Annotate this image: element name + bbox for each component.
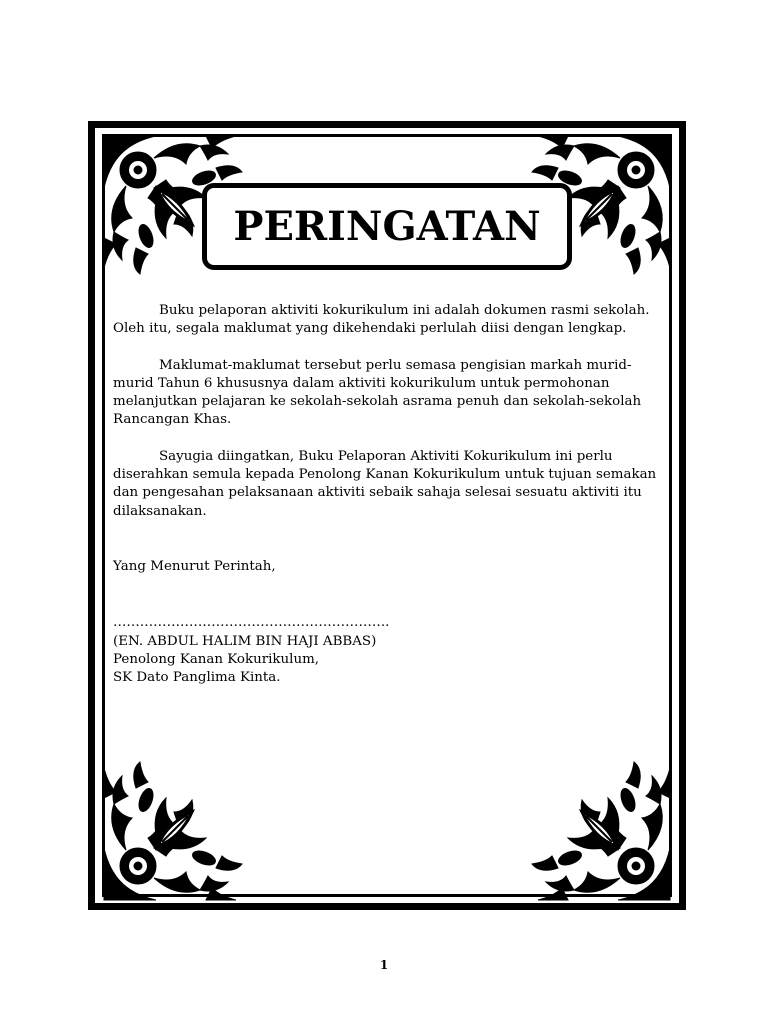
page-number: 1	[379, 958, 389, 972]
signature-line: ……………………………………………………..	[113, 615, 390, 631]
signatory-position: Penolong Kanan Kokurikulum,	[113, 651, 320, 667]
corner-ornament-bottom-left-icon	[96, 758, 246, 908]
title-box	[202, 183, 572, 270]
paragraph-2: Maklumat-maklumat tersebut perlu semasa pengisian markah murid-murid Tahun 6 khususnya dalam aktiviti kokurikulum untuk permohonan melanjutkan pelajaran ke sekolah-sekolah asrama penuh dan sekolah-sekolah Rancangan Khas.	[113, 357, 642, 428]
signatory-name: (EN. ABDUL HALIM BIN HAJI ABBAS)	[113, 633, 377, 649]
notice-body	[113, 302, 661, 687]
signature-block	[113, 614, 661, 687]
school-name: SK Dato Panglima Kinta.	[113, 670, 281, 686]
paragraph-1: Buku pelaporan aktiviti kokurikulum ini adalah dokumen rasmi sekolah. Oleh itu, segala maklumat yang dikehendaki perlulah diisi dengan lengkap.	[113, 303, 650, 337]
corner-ornament-bottom-right-icon	[528, 758, 678, 908]
paragraph-3: Sayugia diingatkan, Buku Pelaporan Aktiviti Kokurikulum ini perlu diserahkan semula kepada Penolong Kanan Kokurikulum untuk tujuan semakan dan pengesahan pelaksanaan aktiviti sebaik sahaja selesai sesuatu aktiviti itu dilaksanakan.	[113, 448, 657, 519]
page-title: PERINGATAN	[233, 203, 541, 250]
closing-phrase: Yang Menurut Perintah,	[113, 558, 276, 574]
